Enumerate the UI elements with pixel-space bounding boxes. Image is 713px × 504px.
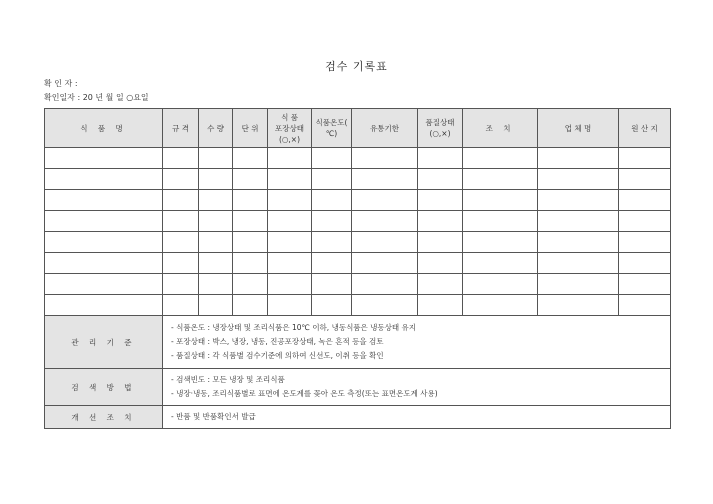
inspection-table <box>44 108 671 429</box>
table-row <box>45 190 671 211</box>
management-standard-label: 관 리 기 준 <box>45 316 163 369</box>
date-line: 확인일자 : 20 년 월 일 ○요일 <box>44 93 149 102</box>
inspection-method-row <box>45 369 671 406</box>
table-row <box>45 211 671 232</box>
header-temperature: 식품온도( ℃) <box>312 109 352 148</box>
table-row <box>45 232 671 253</box>
confirmer-line: 확 인 자 : <box>44 79 78 88</box>
header-quality: 품질상태 (○,×) <box>418 109 463 148</box>
header-spec: 규 격 <box>163 109 199 148</box>
corrective-action-content: - 반품 및 반품확인서 발급 <box>163 406 671 429</box>
header-expiry: 유통기한 <box>352 109 418 148</box>
header-vendor: 업 체 명 <box>538 109 619 148</box>
table-row <box>45 169 671 190</box>
header-action: 조 치 <box>463 109 538 148</box>
corrective-action-row <box>45 406 671 429</box>
header-origin: 원 산 지 <box>619 109 671 148</box>
header-food-name: 식 품 명 <box>45 109 163 148</box>
header-row <box>45 109 671 148</box>
table-row <box>45 295 671 316</box>
table-row <box>45 148 671 169</box>
management-standard-row <box>45 316 671 369</box>
table-row <box>45 274 671 295</box>
header-unit: 단 위 <box>233 109 268 148</box>
inspection-method-content: - 검색빈도 : 모든 냉장 및 조리식품 - 냉장·냉동, 조리식품별로 표면에 온도계를 꽂아 온도 측정(또는 표면온도계 사용) <box>163 369 671 406</box>
header-quantity: 수 량 <box>199 109 233 148</box>
document-title: 검수 기록표 <box>325 60 388 73</box>
corrective-action-label: 개 선 조 치 <box>45 406 163 429</box>
header-packaging: 식 품 포장상태 (○,×) <box>268 109 312 148</box>
table-row <box>45 253 671 274</box>
management-standard-content: - 식품온도 : 냉장상태 및 조리식품은 10℃ 이하, 냉동식품은 냉동상태 유지 - 포장상태 : 박스, 냉장, 냉동, 진공포장상태, 녹은 흔적 등을 검토 - 품질상태 : 각 식품별 검수기준에 의하여 신선도, 이취 등을 확인 <box>163 316 671 369</box>
inspection-method-label: 검 색 방 법 <box>45 369 163 406</box>
